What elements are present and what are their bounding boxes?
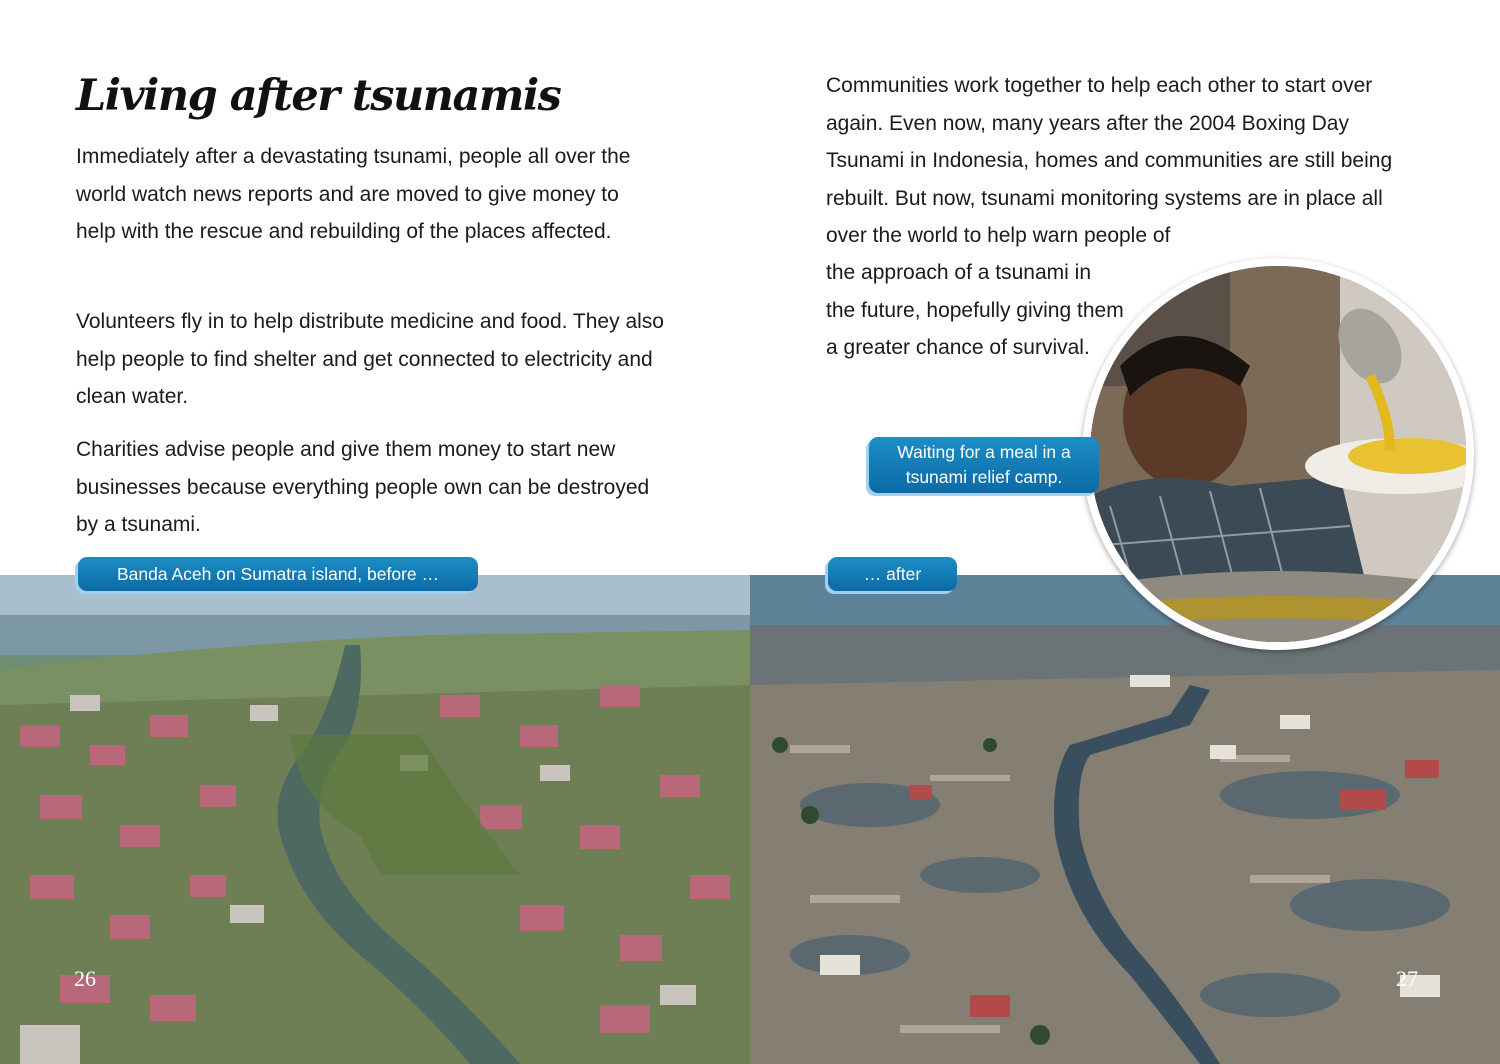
photo-banda-aceh-after [750,575,1500,1064]
aerial-town-illustration [0,575,750,1064]
photo-banda-aceh-before [0,575,750,1064]
relief-camp-photo-content [1090,266,1466,642]
page-title: Living after tsunamis [76,71,561,121]
paragraph-intro: Immediately after a devastating tsunami, people all over the world watch news reports and are moved to give money to help with the rescue and rebuilding of the places affected. [76,145,631,243]
page-number-left: 26 [74,966,96,991]
caption-relief-camp: Waiting for a meal in a tsunami relief camp. [869,437,1099,493]
boy-with-meal-illustration [1090,266,1466,642]
page-number-right: 27 [1396,966,1418,991]
paragraph-communities: Communities work together to help each other to start over again. Even now, many years after the 2004 Boxing Day Tsunami in Indonesia, homes and communities are still being rebuilt. But now, tsunami monitoring systems are in place all over the world to help warn people of [826,74,1393,247]
paragraph-volunteers: Volunteers fly in to help distribute medicine and food. They also help people to find shelter and get connected to electricity and clean water. [76,310,664,408]
paragraph-charities: Charities advise people and give them money to start new businesses because everything people own can be destroyed by a tsunami. [76,438,650,536]
caption-before: Banda Aceh on Sumatra island, before … [78,557,478,591]
inset-photo-relief-camp [1082,258,1474,650]
aerial-destruction-illustration [750,575,1500,1064]
paragraph-survival: the approach of a tsunami in the future, hopefully giving them a greater chance of survival. [826,261,1124,359]
caption-after: … after [828,557,957,591]
